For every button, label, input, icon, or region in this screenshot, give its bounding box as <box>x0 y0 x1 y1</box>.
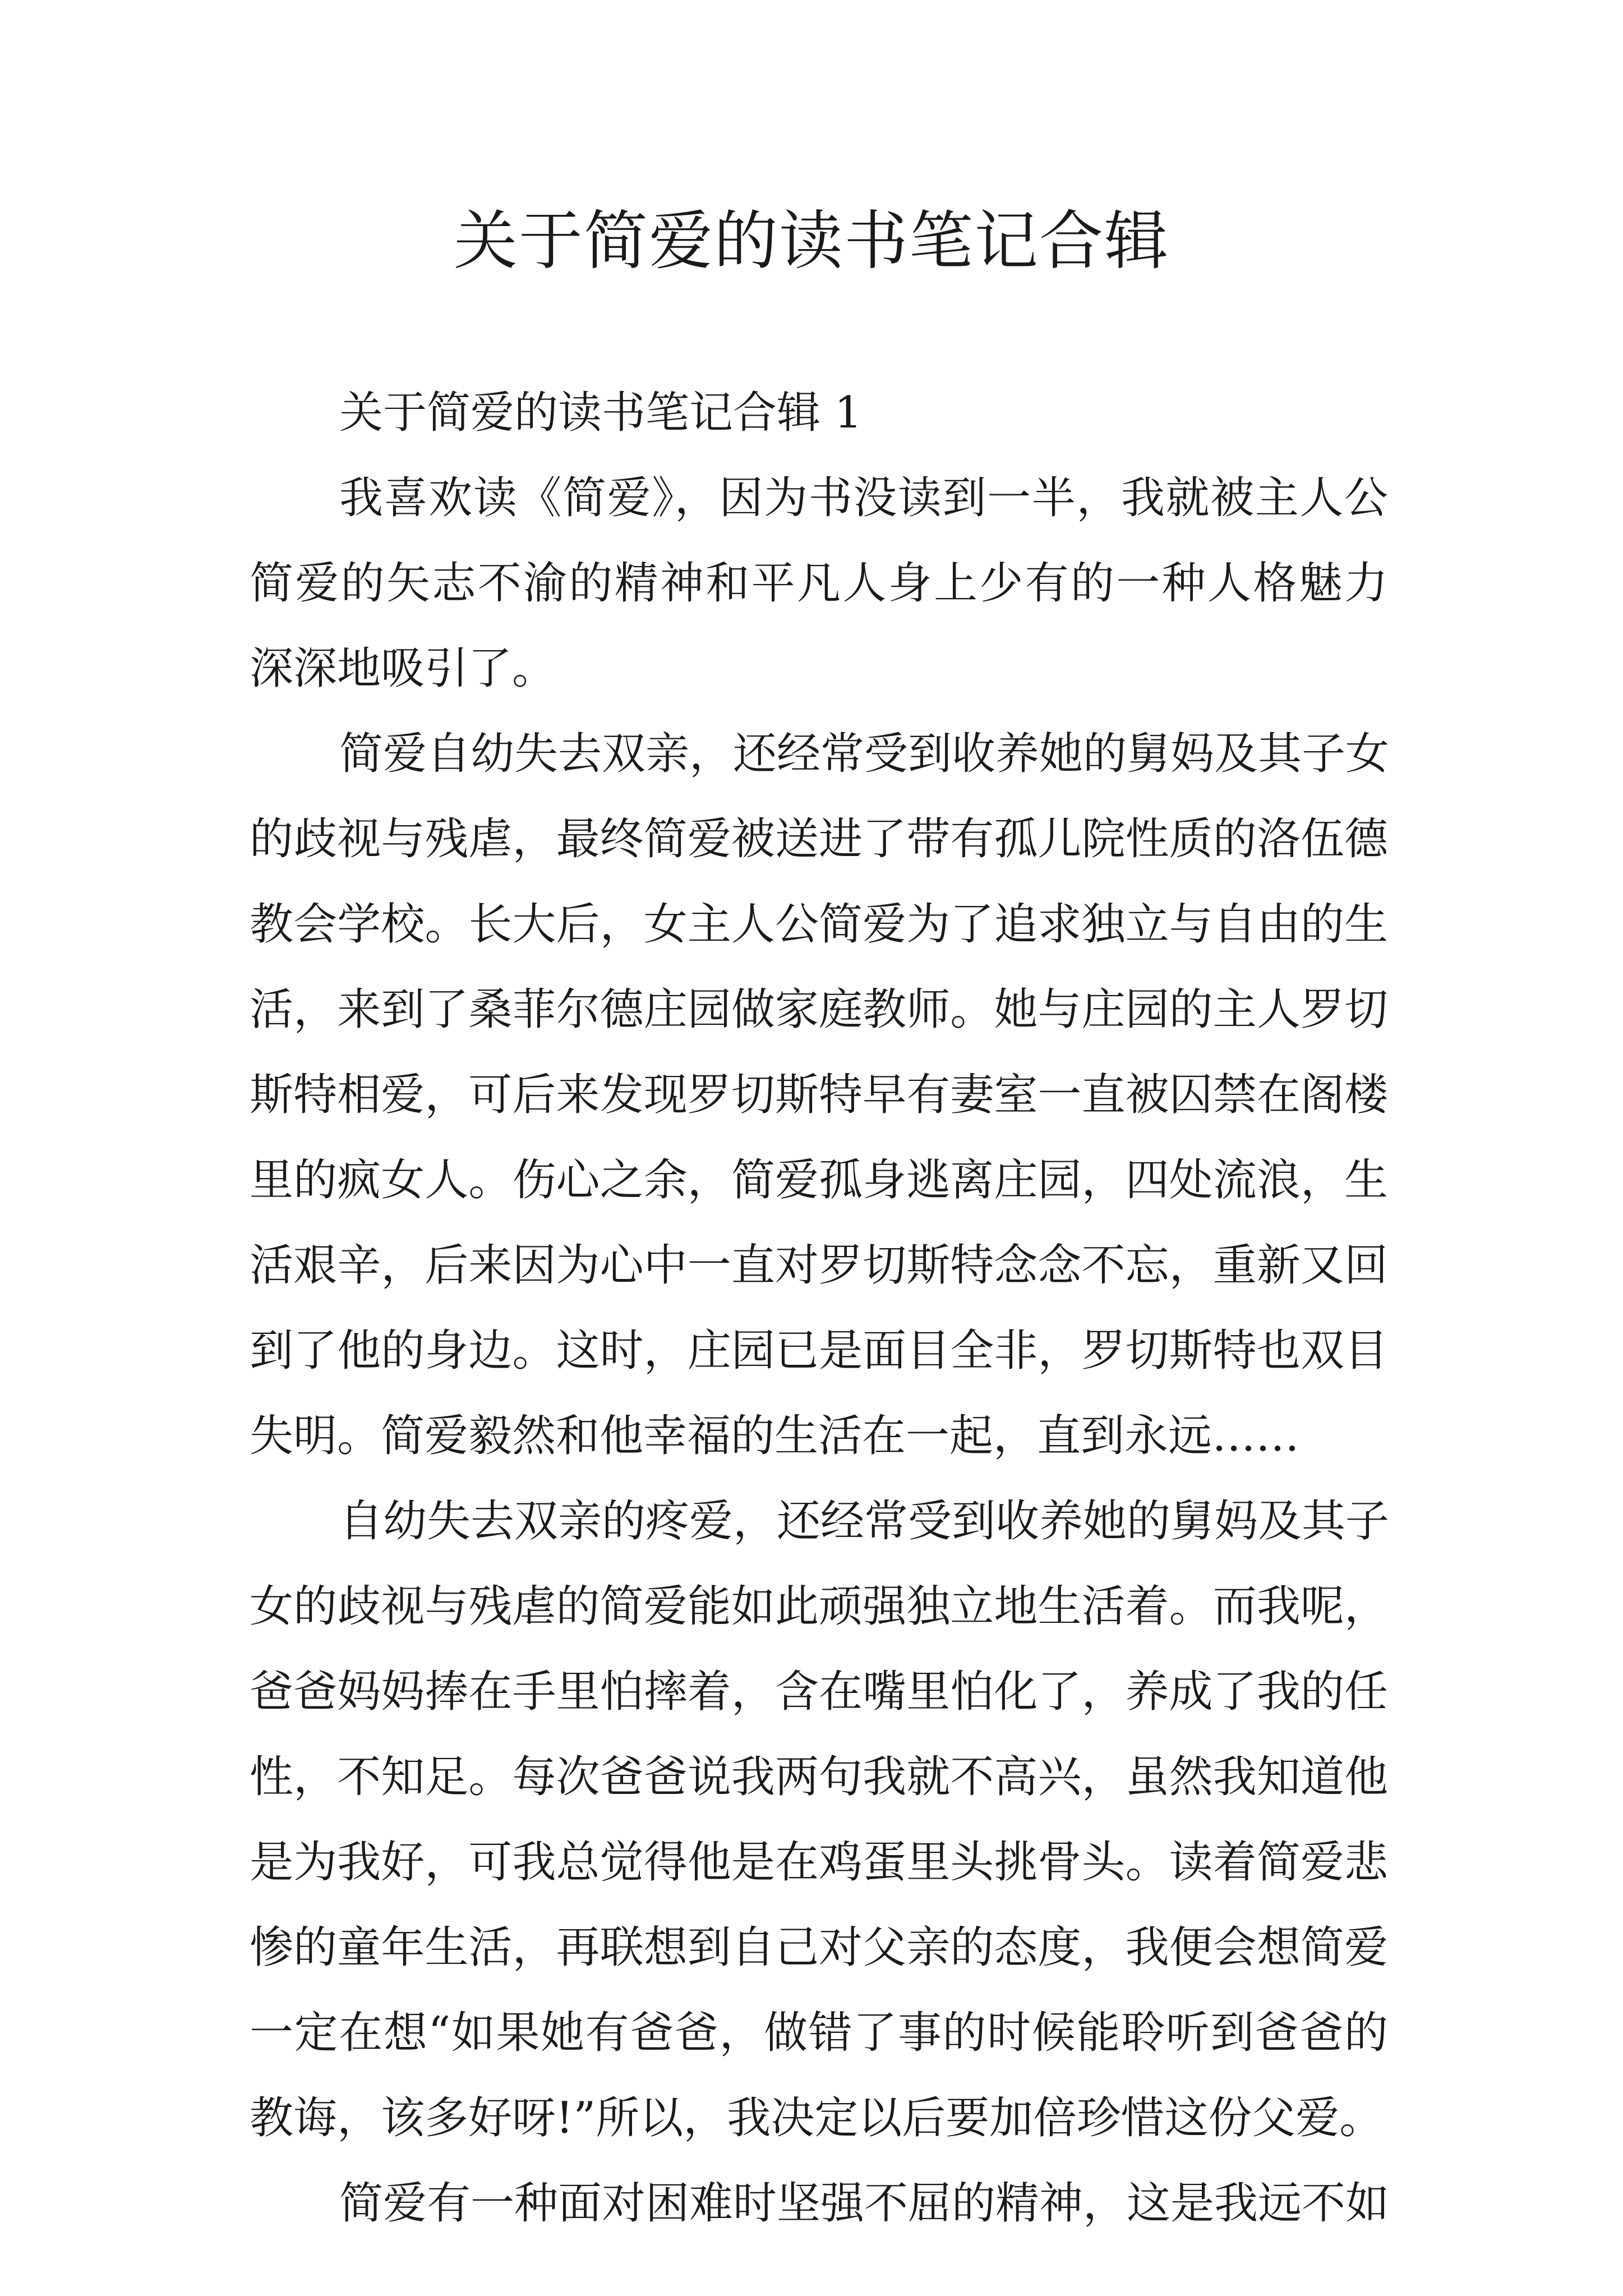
paragraph-line: 简爱有一种面对困难时坚强不屈的精神，这是我远不如 <box>339 2178 1390 2229</box>
section-heading: 关于简爱的读书笔记合辑 1 <box>339 388 863 438</box>
paragraph-line: 性，不知足。每次爸爸说我两句我就不高兴，虽然我知道他 <box>250 1752 1388 1802</box>
paragraph-line: 活，来到了桑菲尔德庄园做家庭教师。她与庄园的主人罗切 <box>250 984 1388 1035</box>
paragraph-2 <box>250 711 1388 1479</box>
paragraph-line: 活艰辛，后来因为心中一直对罗切斯特念念不忘，重新又回 <box>250 1240 1388 1291</box>
paragraph-line: 深深地吸引了。 <box>250 643 556 694</box>
paragraph-3 <box>250 1479 1388 2161</box>
paragraph-line: 惨的童年生活，再联想到自己对父亲的态度，我便会想简爱 <box>250 1922 1388 1973</box>
paragraph-line: 是为我好，可我总觉得他是在鸡蛋里头挑骨头。读着简爱悲 <box>250 1837 1388 1888</box>
paragraph-line: 到了他的身边。这时，庄园已是面目全非，罗切斯特也双目 <box>250 1326 1388 1376</box>
paragraph-4 <box>250 2161 1388 2246</box>
document-body <box>250 370 1388 2246</box>
paragraph-line: 我喜欢读《简爱》，因为书没读到一半，我就被主人公 <box>339 473 1388 523</box>
paragraph-line: 的歧视与残虐，最终简爱被送进了带有孤儿院性质的洛伍德 <box>250 814 1388 864</box>
paragraph-1 <box>250 455 1388 711</box>
paragraph-line: 里的疯女人。伤心之余，简爱孤身逃离庄园，四处流浪，生 <box>250 1155 1388 1205</box>
paragraph-line: 斯特相爱，可后来发现罗切斯特早有妻室一直被囚禁在阁楼 <box>250 1070 1388 1120</box>
paragraph-line: 爸爸妈妈捧在手里怕摔着，含在嘴里怕化了，养成了我的任 <box>250 1667 1388 1717</box>
paragraph-line: 简爱的矢志不渝的精神和平凡人身上少有的一种人格魅力 <box>250 558 1388 609</box>
paragraph-line: 简爱自幼失去双亲，还经常受到收养她的舅妈及其子女 <box>339 729 1390 779</box>
paragraph-line: 教诲，该多好呀!”所以，我决定以后要加倍珍惜这份父爱。 <box>250 2093 1384 2143</box>
paragraph-line: 失明。简爱毅然和他幸福的生活在一起，直到永远…… <box>250 1411 1300 1461</box>
paragraph-line: 教会学校。长大后，女主人公简爱为了追求独立与自由的生 <box>250 899 1388 950</box>
paragraph-line: 一定在想“如果她有爸爸，做错了事的时候能聆听到爸爸的 <box>250 2008 1388 2058</box>
paragraph-line: 女的歧视与残虐的简爱能如此顽强独立地生活着。而我呢， <box>250 1581 1388 1632</box>
paragraph-line: 自幼失去双亲的疼爱，还经常受到收养她的舅妈及其子 <box>339 1496 1390 1547</box>
document-title: 关于简爱的读书笔记合辑 <box>453 204 1169 278</box>
